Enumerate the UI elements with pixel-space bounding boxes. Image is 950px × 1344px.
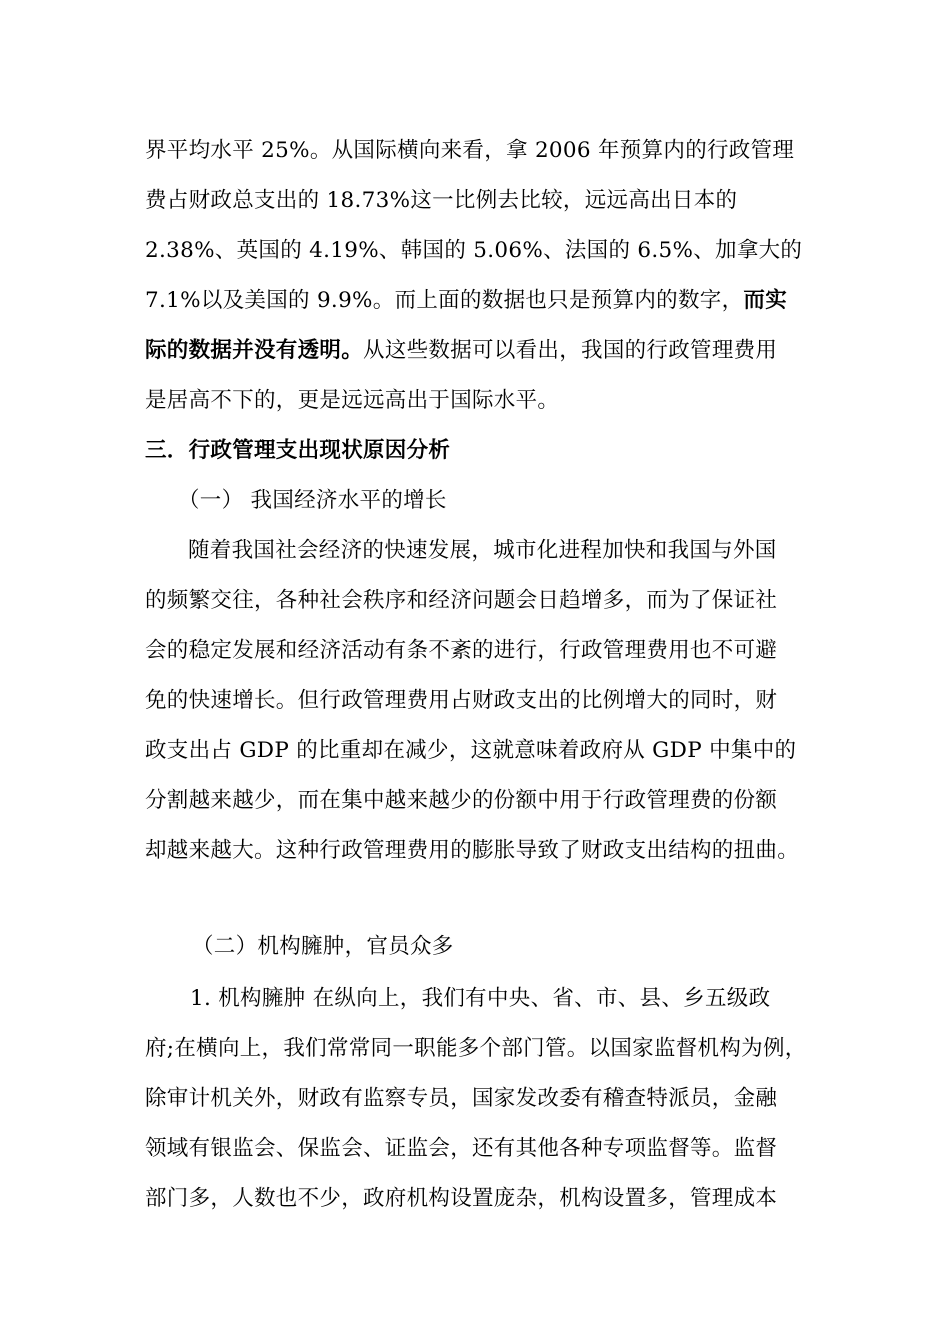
paragraph-2-line-3: 会的稳定发展和经济活动有条不紊的进行，行政管理费用也不可避 [145, 638, 778, 663]
subsection-2-heading: （二）机构臃肿，官员众多 [192, 934, 454, 959]
paragraph-3-line-2: 府;在横向上，我们常常同一职能多个部门管。以国家监督机构为例， [145, 1036, 807, 1061]
paragraph-1-line-4 [145, 286, 787, 316]
paragraph-1-line-5-text: 从这些数据可以看出，我国的行政管理费用 [363, 338, 778, 363]
paragraph-1-line-5 [145, 336, 777, 366]
paragraph-2-line-7: 却越来越大。这种行政管理费用的膨胀导致了财政支出结构的扭曲。 [145, 838, 800, 863]
paragraph-2-line-1: 随着我国社会经济的快速发展，城市化进程加快和我国与外国 [188, 538, 777, 563]
section-3-heading: 三．行政管理支出现状原因分析 [145, 438, 451, 463]
paragraph-1-line-4-text: 7.1%以及美国的 9.9%。而上面的数据也只是预算内的数字， [145, 288, 744, 313]
paragraph-1-line-5-bold-text: 际的数据并没有透明。 [145, 338, 364, 363]
paragraph-3-line-1: 1. 机构臃肿 在纵向上，我们有中央、省、市、县、乡五级政 [190, 986, 771, 1011]
paragraph-3-line-4: 领域有银监会、保监会、证监会，还有其他各种专项监督等。监督 [145, 1136, 778, 1161]
paragraph-1-line-1: 界平均水平 25%。从国际横向来看，拿 2006 年预算内的行政管理 [145, 138, 795, 163]
paragraph-1-line-4-bold-text: 而实 [743, 288, 787, 313]
paragraph-3-line-3: 除审计机关外，财政有监察专员，国家发改委有稽查特派员，金融 [145, 1086, 778, 1111]
paragraph-3-line-5: 部门多，人数也不少，政府机构设置庞杂，机构设置多，管理成本 [145, 1186, 778, 1211]
paragraph-2-line-2: 的频繁交往，各种社会秩序和经济问题会日趋增多，而为了保证社 [145, 588, 778, 613]
paragraph-2-line-4: 免的快速增长。但行政管理费用占财政支出的比例增大的同时，财 [145, 688, 778, 713]
paragraph-2-line-5: 政支出占 GDP 的比重却在减少，这就意味着政府从 GDP 中集中的 [145, 738, 797, 763]
paragraph-1-line-6: 是居高不下的，更是远远高出于国际水平。 [145, 388, 560, 413]
paragraph-1-line-3: 2.38%、英国的 4.19%、韩国的 5.06%、法国的 6.5%、加拿大的 [145, 238, 803, 263]
paragraph-1-line-2: 费占财政总支出的 18.73%这一比例去比较，远远高出日本的 [145, 188, 738, 213]
subsection-1-heading: （一） 我国经济水平的增长 [178, 488, 447, 513]
paragraph-2-line-6: 分割越来越少，而在集中越来越少的份额中用于行政管理费的份额 [145, 788, 778, 813]
